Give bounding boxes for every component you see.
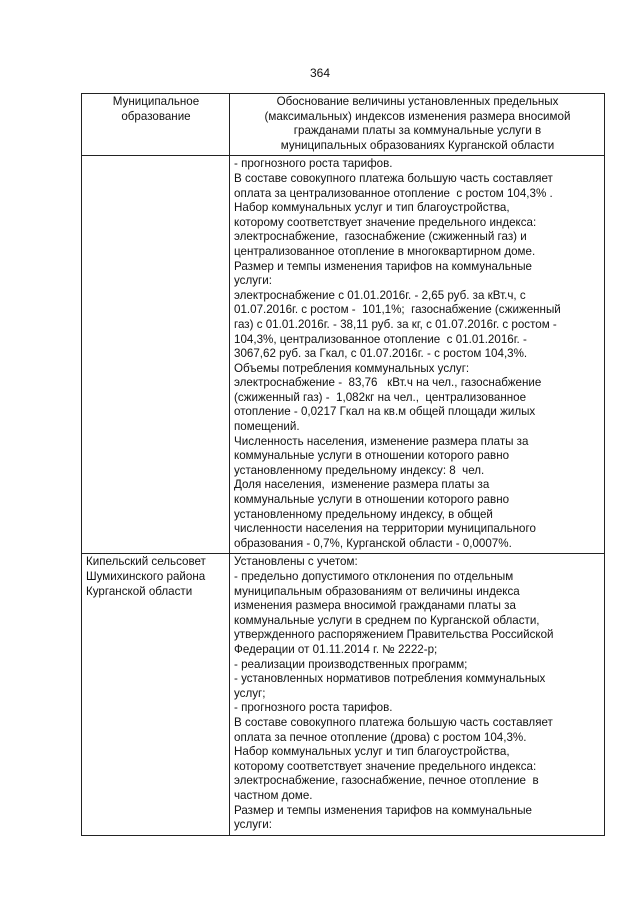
justification-line: электроснабжение, газоснабжение (сжиженный газ) и: [234, 230, 527, 244]
justification-line: В составе совокупного платежа большую часть составляет: [234, 171, 553, 185]
justification-line: 3067,62 руб. за Гкал, с 01.07.2016г. - с ростом 104,3%.: [234, 347, 528, 361]
justification-line: газ) с 01.01.2016г. - 38,11 руб. за кг, с 01.07.2016г. с ростом -: [234, 317, 557, 331]
justification-line: централизованное отопление в многоквартирном доме.: [234, 244, 536, 258]
justification-line: частном доме.: [234, 788, 313, 802]
header-municipality-line: образование: [121, 109, 191, 123]
header-municipality: [82, 94, 230, 156]
justification-line: численности населения на территории муниципального: [234, 522, 536, 536]
justification-line: - прогнозного роста тарифов.: [234, 157, 393, 171]
justification-line: В составе совокупного платежа большую часть составляет: [234, 715, 553, 729]
justification-line: (сжиженный газ) - 1,082кг на чел., централизованное: [234, 390, 527, 404]
justification-line: - реализации производственных программ;: [234, 657, 468, 671]
justification-line: коммунальные услуги в отношении которого равно: [234, 449, 510, 463]
justification-line: 01.07.2016г. с ростом - 101,1%; газоснабжение (сжиженный: [234, 303, 561, 317]
municipality-line: Кипельский сельсовет: [86, 555, 206, 569]
justification-line: услуг;: [234, 686, 266, 700]
justification-line: помещений.: [234, 420, 300, 434]
justification-line: Объемы потребления коммунальных услуг:: [234, 361, 470, 375]
justification-line: Доля населения, изменение размера платы за: [234, 478, 490, 492]
municipality-line: Курганской области: [86, 584, 193, 598]
justification-line: - установленных нормативов потребления коммунальных: [234, 672, 546, 686]
justification-line: услуги:: [234, 274, 272, 288]
header-municipality-line: Муниципальное: [112, 95, 200, 108]
justification-line: установленному предельному индексу: 8 чел.: [234, 463, 485, 477]
justification-line: которому соответствует значение предельного индекса:: [234, 759, 537, 773]
justification-line: Установлены с учетом:: [234, 555, 358, 569]
justification-line: электроснабжение с 01.01.2016г. - 2,65 руб. за кВт.ч, с: [234, 288, 526, 302]
justification-line: Размер и темпы изменения тарифов на коммунальные: [234, 259, 532, 273]
header-justification-line: (максимальных) индексов изменения размера вносимой: [264, 109, 571, 123]
header-justification-line: гражданами платы за коммунальные услуги в: [293, 124, 542, 138]
justification-line: Размер и темпы изменения тарифов на коммунальные: [234, 803, 532, 817]
justification-line: муниципальным образованиям от величины индекса: [234, 584, 520, 598]
justification-cell: [230, 554, 605, 835]
justification-line: электроснабжение - 83,76 кВт.ч на чел., газоснабжение: [234, 376, 542, 390]
justification-line: коммунальные услуги в среднем по Курганской области,: [234, 613, 540, 627]
header-justification-line: муниципальных образованиях Курганской области: [280, 138, 555, 152]
justification-table: [81, 93, 605, 836]
justification-line: оплата за печное отопление (дрова) с ростом 104,3%.: [234, 730, 527, 744]
table-header-row: [82, 94, 605, 156]
justification-cell: [230, 156, 605, 554]
header-justification: [230, 94, 605, 156]
justification-line: Федерации от 01.11.2014 г. № 2222-р;: [234, 642, 438, 656]
page-number: 364: [309, 66, 331, 80]
justification-line: образования - 0,7%, Курганской области - 0,0007%.: [234, 536, 512, 550]
header-justification-line: Обоснование величины установленных предельных: [276, 95, 559, 108]
justification-line: 104,3%, централизованное отопление с 01.01.2016г. -: [234, 332, 527, 346]
justification-line: Набор коммунальных услуг и тип благоустройства,: [234, 745, 510, 759]
justification-line: установленному предельному индексу, в общей: [234, 507, 493, 521]
justification-line: услуги:: [234, 818, 272, 832]
justification-line: которому соответствует значение предельного индекса:: [234, 215, 537, 229]
table-row: [82, 554, 605, 835]
justification-line: коммунальные услуги в отношении которого равно: [234, 493, 510, 507]
municipality-line: Шумихинского района: [86, 570, 206, 583]
justification-line: отопление - 0,0217 Гкал на кв.м общей площади жилых: [234, 405, 536, 419]
justification-line: Численность населения, изменение размера платы за: [234, 434, 529, 448]
justification-line: электроснабжение, газоснабжение, печное отопление в: [234, 774, 539, 788]
justification-line: оплата за централизованное отопление с ростом 104,3% .: [234, 186, 553, 200]
municipality-cell: [82, 554, 230, 835]
municipality-cell: [82, 156, 230, 554]
justification-line: - предельно допустимого отклонения по отдельным: [234, 570, 514, 583]
justification-line: Набор коммунальных услуг и тип благоустройства,: [234, 201, 510, 215]
justification-line: - прогнозного роста тарифов.: [234, 701, 393, 715]
justification-line: изменения размера вносимой гражданами платы за: [234, 599, 516, 613]
table-row: [82, 156, 605, 554]
justification-line: утвержденного распоряжением Правительства Российской: [234, 628, 554, 642]
